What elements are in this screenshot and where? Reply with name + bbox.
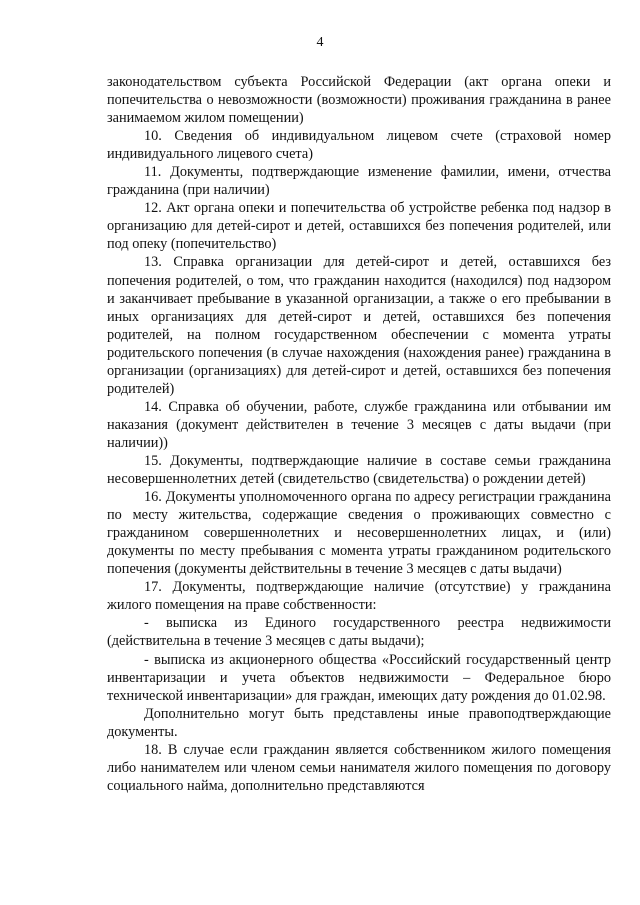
paragraph-item-10: 10. Сведения об индивидуальном лицевом счете (страховой номер индивидуального лицевого счета) bbox=[107, 128, 611, 163]
paragraph-item-11: 11. Документы, подтверждающие изменение фамилии, имени, отчества гражданина (при наличии) bbox=[107, 164, 611, 199]
paragraph-continuation: законодательством субъекта Российской Федерации (акт органа опеки и попечительства о невозможности (возможности) проживания гражданина в ранее занимаемом жилом помещении) bbox=[107, 74, 611, 127]
page-number: 4 bbox=[316, 35, 324, 50]
paragraph-item-16: 16. Документы уполномоченного органа по адресу регистрации гражданина по месту жительства, содержащие сведения о проживающих совместно с гражданином совершеннолетних и несовершеннолетних лицах, и (или) документы по месту пребывания с момента утраты гражданином родительского попечения (документы действительны в течение 3 месяцев с даты выдачи) bbox=[107, 489, 611, 578]
paragraph-item-14: 14. Справка об обучении, работе, службе гражданина или отбывании им наказания (документ действителен в течение 3 месяцев с даты выдачи (при наличии)) bbox=[107, 398, 611, 451]
paragraph-item-15: 15. Документы, подтверждающие наличие в составе семьи гражданина несовершеннолетних детей (свидетельство (свидетельства) о рождении детей) bbox=[107, 452, 611, 488]
paragraph-additional-documents: Дополнительно могут быть представлены иные правоподтверждающие документы. bbox=[107, 705, 611, 740]
paragraph-item-12: 12. Акт органа опеки и попечительства об устройстве ребенка под надзор в организацию для детей-сирот и детей, оставшихся без попечения родителей, или под опеку (попечительство) bbox=[107, 200, 611, 253]
document-body bbox=[107, 73, 611, 795]
paragraph-item-13: 13. Справка организации для детей-сирот и детей, оставшихся без попечения родителей, о том, что гражданин находится (находился) под надзором и заканчивает пребывание в указанной организации, а также о его пребывании в иных организациях для детей-сирот и детей, оставшихся без попечения родителей, на полном государственном обеспечении с момента утраты родительского попечения (в случае нахождения (нахождения ранее) гражданина в организации (организациях) для детей-сирот и детей, оставшихся без попечения родителей) bbox=[107, 254, 611, 397]
paragraph-item-17-bti-extract: - выписка из акционерного общества «Российский государственный центр инвентаризации и учета объектов недвижимости – Федеральное бюро технической инвентаризации» для граждан, имеющих дату рождения до 01.02.98. bbox=[107, 651, 611, 704]
paragraph-item-17: 17. Документы, подтверждающие наличие (отсутствие) у гражданина жилого помещения на праве собственности: bbox=[107, 579, 611, 614]
paragraph-item-17-egrn-extract: - выписка из Единого государственного реестра недвижимости (действительна в течение 3 месяцев с даты выдачи); bbox=[107, 615, 611, 650]
paragraph-item-18: 18. В случае если гражданин является собственником жилого помещения либо нанимателем или членом семьи нанимателя жилого помещения по договору социального найма, дополнительно представляются bbox=[107, 741, 611, 794]
